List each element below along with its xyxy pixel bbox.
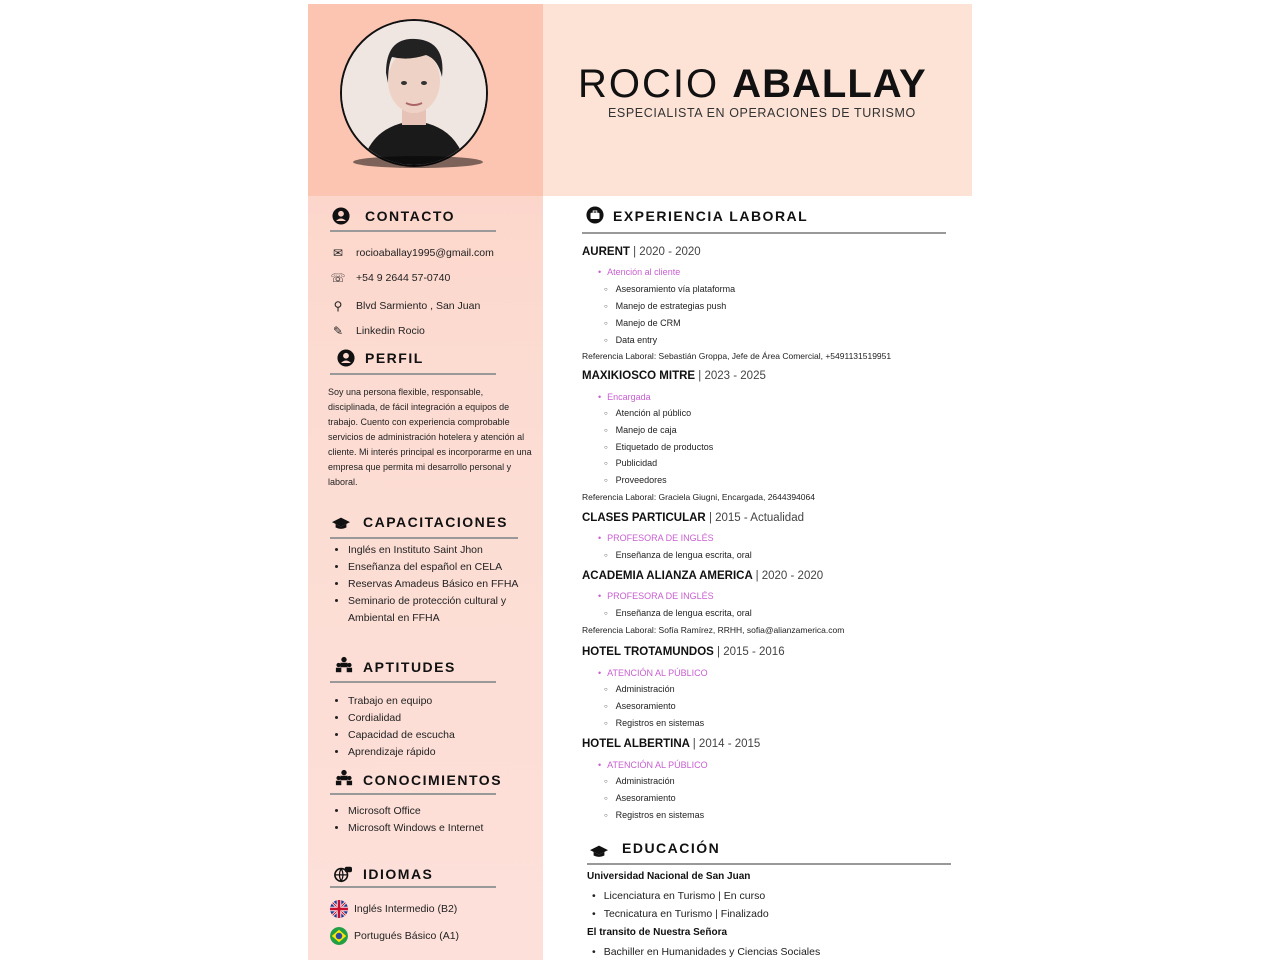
job-task: ○ Enseñanza de lengua escrita, oral	[604, 550, 752, 560]
education-item: • Licenciatura en Turismo | En curso	[592, 890, 765, 902]
education-item: • Bachiller en Humanidades y Ciencias Sociales	[592, 946, 820, 958]
job-reference: Referencia Laboral: Sofía Ramírez, RRHH, sofia@alianzamerica.com	[582, 625, 845, 635]
experience-heading: EXPERIENCIA LABORAL	[613, 208, 809, 224]
job-company: HOTEL TROTAMUNDOS	[582, 646, 714, 658]
profile-divider	[330, 373, 496, 375]
training-heading: CAPACITACIONES	[363, 514, 508, 530]
education-cap-icon	[590, 842, 608, 860]
education-school-transito: El transito de Nuestra Señora	[587, 927, 728, 938]
job-header-trotamundos	[582, 646, 785, 658]
list-item: • Aprendizaje rápido	[348, 744, 538, 761]
languages-heading: IDIOMAS	[363, 866, 434, 882]
language-portuguese-text: Portugués Básico (A1)	[354, 930, 460, 942]
mail-icon: ✉	[332, 246, 344, 260]
profile-heading: PERFIL	[365, 350, 424, 366]
language-row-portuguese	[330, 927, 459, 945]
knowledge-team-icon	[335, 769, 353, 787]
job-task: ○ Asesoramiento	[604, 701, 676, 711]
profile-user-icon	[337, 349, 355, 367]
job-task: ○ Registros en sistemas	[604, 718, 704, 728]
resume-page	[308, 4, 972, 960]
job-period: | 2015 - Actualidad	[708, 512, 804, 524]
experience-divider	[582, 232, 946, 234]
job-task: ○ Manejo de estrategias push	[604, 301, 726, 311]
knowledge-heading: CONOCIMIENTOS	[363, 772, 503, 788]
job-task: ○ Asesoramiento	[604, 793, 676, 803]
job-role: • PROFESORA DE INGLÉS	[598, 591, 714, 601]
skills-heading: APTITUDES	[363, 659, 456, 675]
contact-email-row[interactable]	[330, 246, 494, 260]
job-task: ○ Administración	[604, 776, 675, 786]
job-role: • Atención al cliente	[598, 267, 680, 277]
job-company: CLASES PARTICULAR	[582, 512, 706, 524]
job-role: • ATENCIÓN AL PÚBLICO	[598, 760, 708, 770]
languages-divider	[330, 886, 496, 888]
education-item: • Tecnicatura en Turismo | Finalizado	[592, 908, 769, 920]
list-item: • Trabajo en equipo	[348, 693, 538, 710]
knowledge-list	[330, 803, 488, 837]
job-company: MAXIKIOSCO MITRE	[582, 370, 696, 382]
job-task: ○ Publicidad	[604, 458, 657, 468]
education-divider	[587, 863, 951, 865]
job-period: | 2020 - 2020	[755, 570, 824, 582]
contact-heading: CONTACTO	[365, 208, 456, 224]
team-icon	[335, 656, 353, 674]
profile-photo	[340, 19, 488, 167]
job-task: ○ Registros en sistemas	[604, 810, 704, 820]
globe-chat-icon	[334, 865, 352, 883]
contact-phone-row[interactable]	[330, 271, 450, 285]
full-name	[578, 62, 927, 107]
portrait-illustration	[342, 21, 486, 165]
job-task: ○ Etiquetado de productos	[604, 442, 713, 452]
job-task: ○ Atención al público	[604, 408, 691, 418]
job-period: | 2020 - 2020	[633, 246, 701, 258]
phone-text: +54 9 2644 57-0740	[356, 272, 451, 284]
knowledge-divider	[330, 793, 496, 795]
job-task: ○ Manejo de CRM	[604, 318, 681, 328]
list-item: • Enseñanza del español en CELA	[348, 559, 538, 576]
first-name: ROCIO	[578, 62, 720, 106]
job-header-albertina	[582, 738, 760, 750]
list-item: • Cordialidad	[348, 710, 538, 727]
language-english-text: Inglés Intermedio (B2)	[354, 903, 458, 915]
list-item: • Seminario de protección cultural y Ambiental en FFHA	[348, 593, 538, 627]
phone-icon: ☏	[330, 271, 346, 285]
job-period: | 2014 - 2015	[692, 738, 761, 750]
job-header-aurent	[582, 246, 701, 258]
education-school-unsj: Universidad Nacional de San Juan	[587, 871, 751, 882]
job-task: ○ Manejo de caja	[604, 425, 677, 435]
job-role: • ATENCIÓN AL PÚBLICO	[598, 668, 708, 678]
job-task: ○ Data entry	[604, 335, 657, 345]
job-role: • Encargada	[598, 392, 651, 402]
training-list	[330, 542, 538, 627]
education-heading: EDUCACIÓN	[622, 840, 721, 856]
skills-list	[330, 693, 538, 761]
job-task: ○ Administración	[604, 684, 675, 694]
email-text: rocioaballay1995@gmail.com	[356, 247, 494, 259]
contact-linkedin-row[interactable]	[330, 324, 425, 338]
training-divider	[330, 537, 518, 539]
linkedin-text: Linkedin Rocio	[356, 325, 425, 337]
last-name: ABALLAY	[732, 62, 927, 106]
list-item: • Reservas Amadeus Básico en FFHA	[348, 576, 538, 593]
briefcase-icon	[586, 206, 604, 224]
graduation-cap-icon	[332, 514, 350, 532]
job-task: ○ Enseñanza de lengua escrita, oral	[604, 608, 752, 618]
job-task: ○ Asesoramiento vía plataforma	[604, 284, 735, 294]
profile-text: Soy una persona flexible, responsable, disciplinada, de fácil integración a equipos de trabajo. Cuento con experiencia comprobable servicios de administración hotelera y atención al cliente. Mi interés principal es incorporarme en una empresa que permita mi desarrollo personal y laboral.	[328, 387, 532, 487]
list-item: • Capacidad de escucha	[348, 727, 538, 744]
photo-shadow	[353, 156, 483, 168]
location-pin-icon: ⚲	[333, 299, 343, 313]
language-row-english	[330, 900, 457, 918]
job-company: ACADEMIA ALIANZA AMERICA	[582, 570, 753, 582]
job-period: | 2023 - 2025	[698, 370, 766, 382]
list-item: • Microsoft Windows e Internet	[348, 820, 488, 837]
job-company: HOTEL ALBERTINA	[582, 738, 690, 750]
list-item: • Inglés en Instituto Saint Jhon	[348, 542, 538, 559]
user-circle-icon	[332, 207, 350, 225]
job-header-clases	[582, 512, 804, 524]
job-reference: Referencia Laboral: Graciela Giugni, Encargada, 2644394064	[582, 492, 815, 502]
job-company: AURENT	[582, 246, 630, 258]
job-title: ESPECIALISTA EN OPERACIONES DE TURISMO	[608, 106, 916, 120]
job-header-academia	[582, 570, 823, 582]
list-item: • Microsoft Office	[348, 803, 488, 820]
job-header-maxikiosco	[582, 370, 766, 382]
job-period: | 2015 - 2016	[717, 646, 785, 658]
address-text: Blvd Sarmiento , San Juan	[356, 300, 481, 312]
job-task: ○ Proveedores	[604, 475, 667, 485]
link-icon: ✎	[332, 324, 344, 338]
job-role: • PROFESORA DE INGLÉS	[598, 533, 714, 543]
job-reference: Referencia Laboral: Sebastián Groppa, Jefe de Área Comercial, +5491131519951	[582, 351, 892, 361]
contact-divider	[330, 230, 496, 232]
skills-divider	[330, 681, 496, 683]
brazil-flag-icon	[330, 927, 348, 945]
uk-flag-icon	[330, 900, 348, 918]
contact-address-row	[330, 299, 480, 313]
